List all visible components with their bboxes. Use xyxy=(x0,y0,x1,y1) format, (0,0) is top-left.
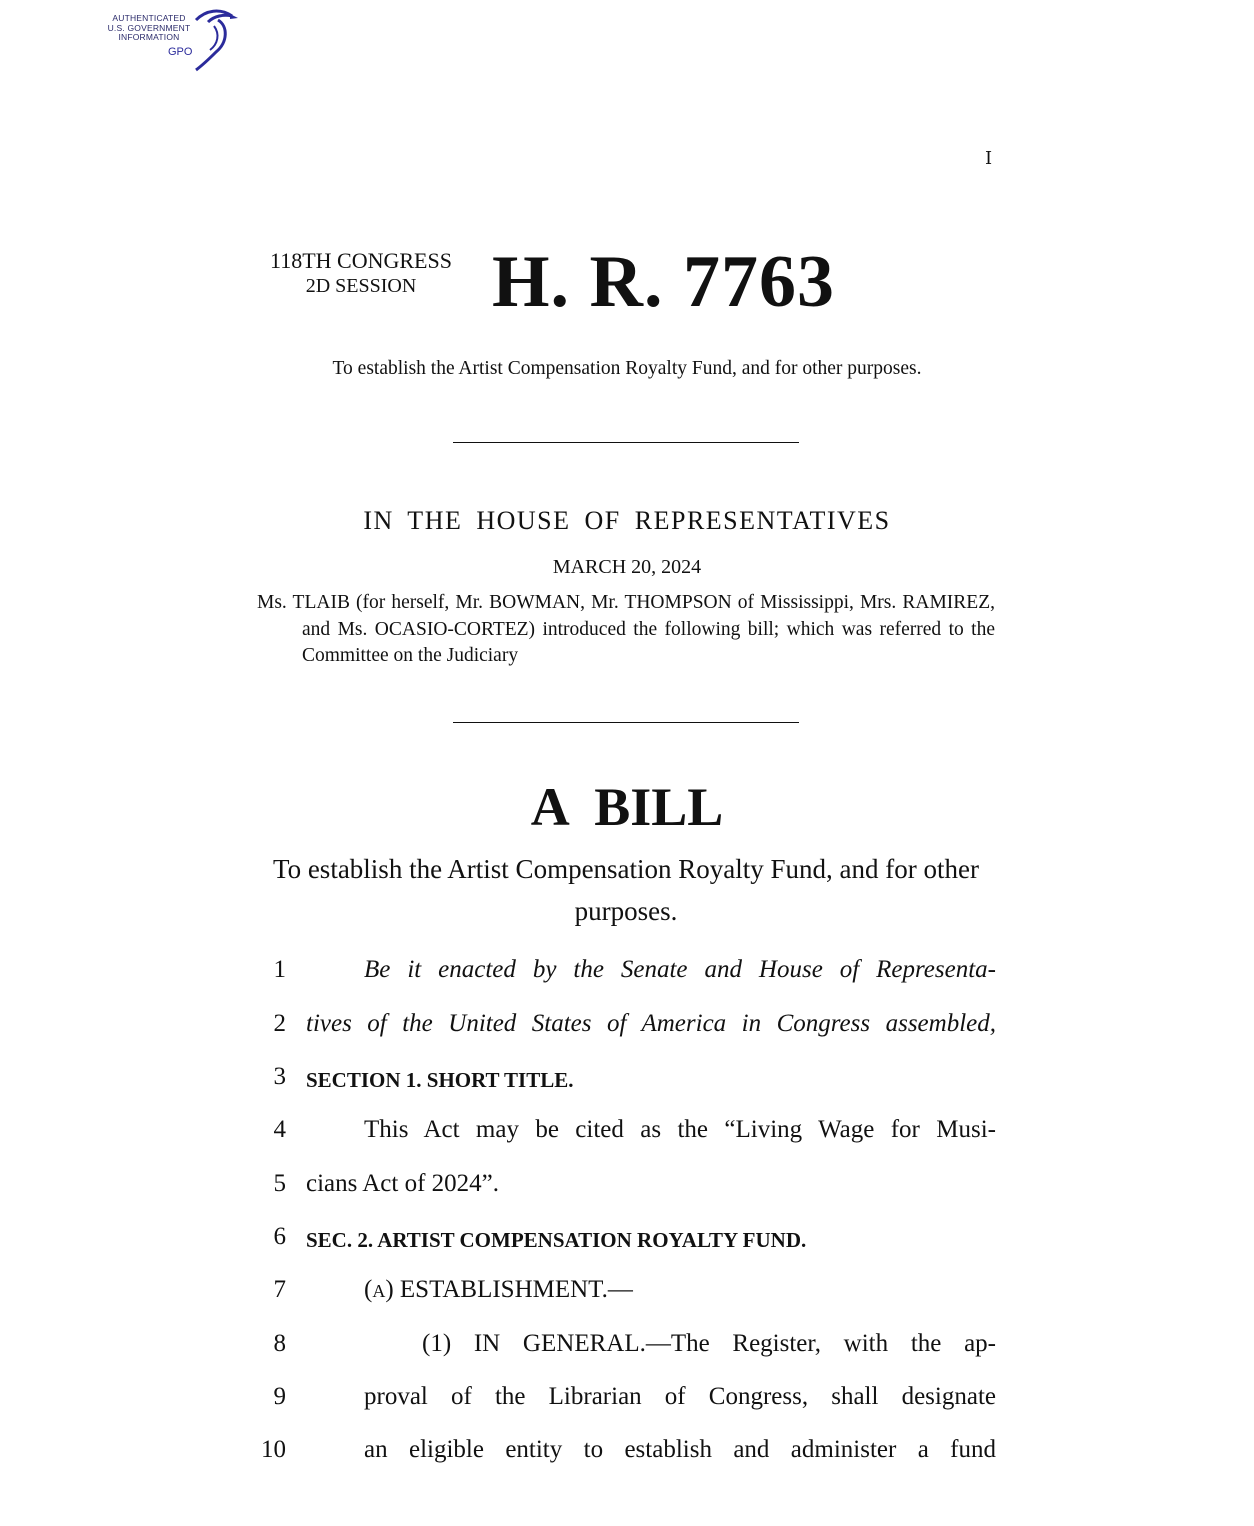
line-number: 2 xyxy=(273,1010,286,1037)
bill-number: H. R. 7763 xyxy=(492,241,835,323)
line-number: 9 xyxy=(273,1383,286,1410)
gpo-authentication-seal xyxy=(100,8,240,74)
long-title: To establish the Artist Compensation Royalty Fund, and for other purposes. xyxy=(272,854,980,926)
gpo-seal-line-2: U.S. GOVERNMENT xyxy=(107,22,191,33)
congress-label: 118TH CONGRESS xyxy=(270,248,452,273)
line-text: an eligible entity to establish and administer a fund xyxy=(364,1436,996,1463)
line-number: 5 xyxy=(273,1170,286,1197)
section-heading: SEC. 2. ARTIST COMPENSATION ROYALTY FUND. xyxy=(306,1228,807,1252)
short-title: To establish the Artist Compensation Royalty Fund, and for other purposes. xyxy=(332,358,922,379)
divider-top xyxy=(453,442,799,443)
session-label: 2D SESSION xyxy=(305,275,417,297)
line-number: 3 xyxy=(273,1063,286,1090)
line-text: proval of the Librarian of Congress, shall designate xyxy=(364,1383,996,1410)
line-text: This Act may be cited as the “Living Wage for Musi- xyxy=(364,1116,996,1143)
introduction-date: MARCH 20, 2024 xyxy=(552,556,702,578)
gpo-seal-line-3: INFORMATION xyxy=(118,32,180,42)
line-number: 8 xyxy=(273,1330,286,1357)
section-heading: SECTION 1. SHORT TITLE. xyxy=(306,1068,574,1092)
line-text: (1) IN GENERAL.—The Register, with the ap- xyxy=(422,1330,996,1357)
line-text: cians Act of 2024”. xyxy=(306,1170,500,1197)
version-code: I xyxy=(985,148,993,169)
line-text: tives of the United States of America in Congress assembled, xyxy=(306,1010,996,1037)
line-number: 1 xyxy=(273,956,286,983)
congress-session-block xyxy=(257,248,465,298)
line-number: 10 xyxy=(261,1436,286,1463)
line-number: 4 xyxy=(273,1116,286,1143)
gpo-seal-line-1: AUTHENTICATED xyxy=(112,13,186,23)
divider-bottom xyxy=(453,722,799,723)
line-number: 7 xyxy=(273,1276,286,1303)
gpo-mark: GPO xyxy=(168,46,193,58)
eagle-icon xyxy=(184,8,240,74)
chamber-heading: IN THE HOUSE OF REPRESENTATIVES xyxy=(363,506,891,535)
subsection-heading: (a) ESTABLISHMENT.— xyxy=(364,1276,633,1303)
line-number: 6 xyxy=(273,1223,286,1250)
line-text: Be it enacted by the Senate and House of Representa- xyxy=(364,956,996,983)
bill-heading: A BILL xyxy=(530,777,724,837)
sponsor-statement: Ms. TLAIB (for herself, Mr. BOWMAN, Mr. THOMPSON of Mississippi, Mrs. RAMIREZ, and Ms. OCASIO-CORTEZ) introduced the following bill; which was referred to the Committee on the Judiciary xyxy=(257,592,995,666)
